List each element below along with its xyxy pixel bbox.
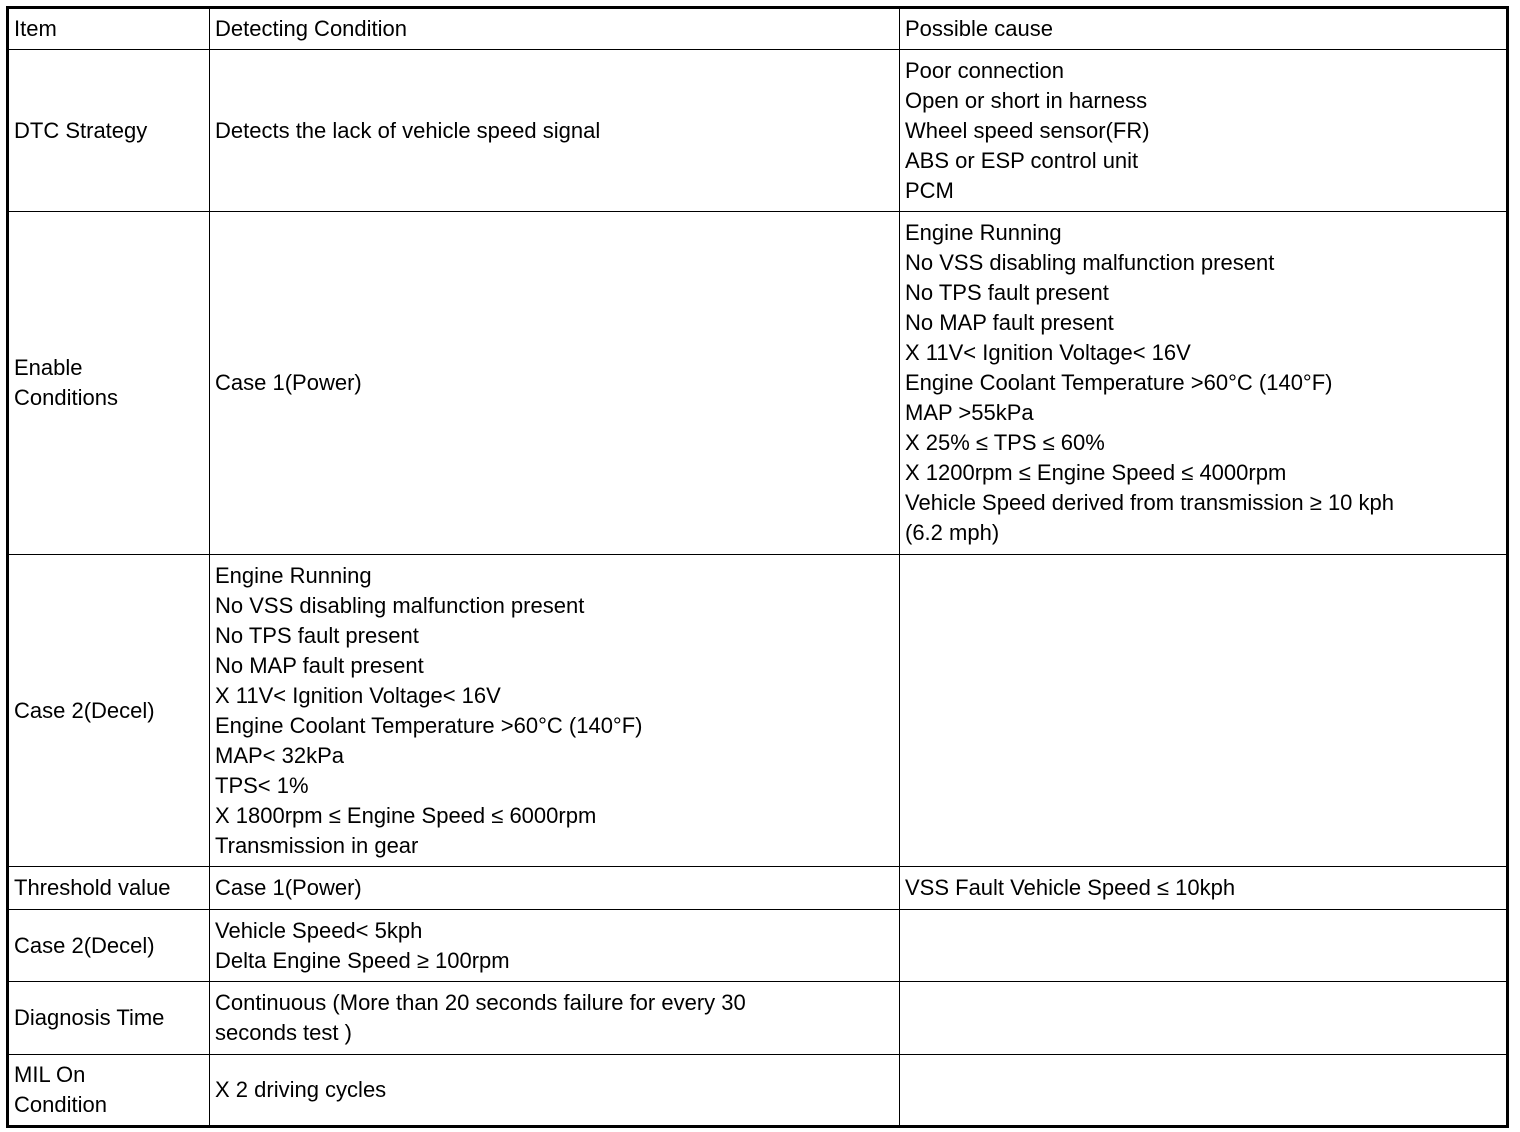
cell-cause (900, 212, 1508, 555)
cell-item (8, 212, 210, 555)
cause-line: Vehicle Speed derived from transmission ≥ 10 kph (905, 490, 1394, 515)
cause-line: No TPS fault present (905, 280, 1109, 305)
cause-line: PCM (905, 177, 954, 203)
cause-line: Wheel speed sensor(FR) (905, 117, 1150, 143)
table-row-mil-on-condition (8, 1055, 1508, 1127)
cause-line: X 1200rpm ≤ Engine Speed ≤ 4000rpm (905, 460, 1287, 485)
header-possible-cause: Possible cause (900, 8, 1508, 50)
cause-line: MAP >55kPa (905, 400, 1034, 425)
detecting-line: Vehicle Speed< 5kph (215, 917, 423, 943)
item-line: Conditions (14, 385, 118, 410)
detecting-line: Delta Engine Speed ≥ 100rpm (215, 947, 510, 973)
table-row-enable-conditions (8, 212, 1508, 555)
item-line: MIL On (14, 1062, 86, 1087)
cell-item: Case 2(Decel) (8, 910, 210, 982)
cell-item (8, 1055, 210, 1127)
detecting-line: Engine Running (215, 562, 372, 588)
header-detecting-condition: Detecting Condition (210, 8, 900, 50)
cell-detecting: Detects the lack of vehicle speed signal (210, 50, 900, 212)
cell-cause (900, 910, 1508, 982)
cell-item: Diagnosis Time (8, 982, 210, 1055)
detecting-line: Continuous (More than 20 seconds failure for every 30 (215, 990, 746, 1015)
item-line: Condition (14, 1092, 107, 1117)
table-row-case2-decel-threshold (8, 910, 1508, 982)
item-line: Enable (14, 355, 83, 380)
cell-detecting (210, 910, 900, 982)
cell-item: Threshold value (8, 867, 210, 910)
cell-cause (900, 50, 1508, 212)
cause-line: Open or short in harness (905, 87, 1148, 113)
detecting-line: MAP< 32kPa (215, 742, 345, 768)
cause-line: Poor connection (905, 57, 1064, 83)
cell-cause (900, 982, 1508, 1055)
table-row-dtc-strategy (8, 50, 1508, 212)
detecting-line: X 11V< Ignition Voltage< 16V (215, 682, 501, 708)
cause-line: X 25% ≤ TPS ≤ 60% (905, 430, 1105, 455)
cause-line: X 11V< Ignition Voltage< 16V (905, 340, 1191, 365)
cause-line: (6.2 mph) (905, 520, 1000, 545)
table-row-diagnosis-time (8, 982, 1508, 1055)
cell-detecting: Case 1(Power) (210, 867, 900, 910)
cause-line: No VSS disabling malfunction present (905, 250, 1275, 275)
cell-item: DTC Strategy (8, 50, 210, 212)
cause-line: ABS or ESP control unit (905, 147, 1139, 173)
detecting-line: No TPS fault present (215, 622, 419, 648)
detecting-line: seconds test ) (215, 1020, 352, 1045)
cell-cause (900, 555, 1508, 867)
detecting-line: No VSS disabling malfunction present (215, 592, 585, 618)
cell-detecting (210, 555, 900, 867)
dtc-table (6, 6, 1509, 1128)
cell-detecting: X 2 driving cycles (210, 1055, 900, 1127)
cause-line: Engine Coolant Temperature >60°C (140°F) (905, 370, 1333, 395)
header-item: Item (8, 8, 210, 50)
table-row-threshold-value (8, 867, 1508, 910)
detecting-line: Engine Coolant Temperature >60°C (140°F) (215, 712, 643, 738)
detecting-line: No MAP fault present (215, 652, 424, 678)
cause-line: Engine Running (905, 220, 1062, 245)
detecting-line: Transmission in gear (215, 832, 419, 858)
cell-detecting (210, 982, 900, 1055)
cell-cause (900, 1055, 1508, 1127)
cell-item: Case 2(Decel) (8, 555, 210, 867)
detecting-line: TPS< 1% (215, 772, 309, 798)
table-row-case2-decel (8, 555, 1508, 867)
cell-cause: VSS Fault Vehicle Speed ≤ 10kph (900, 867, 1508, 910)
table-header-row (8, 8, 1508, 50)
cell-detecting: Case 1(Power) (210, 212, 900, 555)
cause-line: No MAP fault present (905, 310, 1114, 335)
detecting-line: X 1800rpm ≤ Engine Speed ≤ 6000rpm (215, 802, 597, 828)
